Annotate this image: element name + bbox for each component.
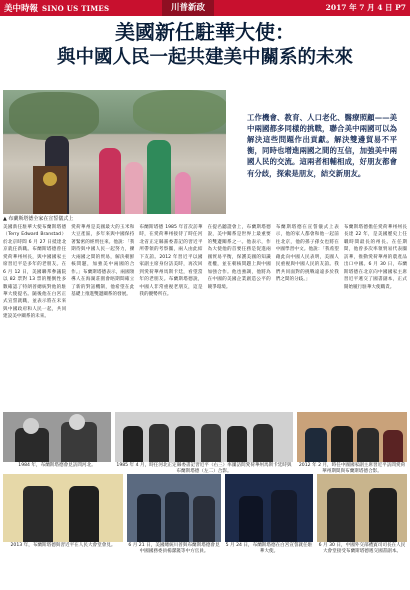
article-column: 布蘭斯塔德 1985 年首次訪華時，在愛荷華州接待了時任河北省正定縣黨委書記的習近平所帶領的考察團，兩人由此結下友誼。2012 年習近平以國家副主席身份訪美時，再次回到愛荷華州馬斯卡廷，看望當年的老朋友。布蘭斯塔德說，中國人非常重視老朋友，這是我的優勢所在。 [139,225,203,297]
article-column: 在提名聽證會上，布蘭斯塔德說，美中關系是世界上最重要的雙邊關系之一。他表示，作為大使他的首要任務是促進兩國貿易平衡，保護美國的知識產權，並在朝核問題上與中國加強合作。他也強調，他將為在中國的美國企業創造公平的競爭環境。 [207,225,271,290]
article-column: 布蘭斯塔德擔任愛荷華州州長長達 22 年，是美國歷史上任職時間最長的州長。在任期間，他曾多次率領貿易代表團訪華，推動愛荷華州的農產品出口中國。6 月 30 日，布蘭斯塔德在北京向中國國家主席習近平遞交了國書副本，正式開始履行駐華大使職責。 [343,225,408,290]
headline [0,20,410,69]
photo-foliage [133,90,226,134]
photo-caption: 1984 年，布蘭斯塔德會見訪問河北。 [18,463,96,468]
photo-caption: 1985 年 4 月，時任河北正定縣委書記習近平（右三）率團訪問愛荷華州馬斯卡廷時與布蘭斯塔德（左二）合影。 [116,463,292,475]
photo-row-1 [3,412,407,462]
photo-person [149,424,169,462]
photo-person [239,496,263,542]
photo-person [175,172,191,214]
photo-head [23,418,39,434]
photo-person [165,492,189,542]
photo-credentials [317,474,407,542]
photo-person [327,488,355,542]
headline-line-1: 美國新任駐華大使： [115,20,295,44]
photo-person [357,428,379,462]
date-page: 2017 年 7 月 4 日 P7 [325,3,406,12]
article-column: 愛荷華州是美國最大的玉米和大豆產區，多年來與中國保持著緊密的經貿往來。他說：「我期待與中國人民一起努力，擴大兩國之間的貿易，解決朝鮮核問題，加強美中兩國的合作。」布蘭斯塔德表示，兩國領導人在海湖莊園會晤期間確立了新的對話機制，他希望在此基礎上推進雙邊關系的發展。 [71,225,135,297]
pull-quote: 工作機會、教育、人口老化、醫療照顧——美中兩國都多同樣的挑戰，聯合美中兩國可以為解決這些問題作出貢獻。解決雙邊貿易不平衡，同時也增進兩國之間的互信，加強美中兩國人民的交流。這兩者相輔相成，好朋友都會有分歧，探索是朋友，結交新朋友。 [247,113,397,178]
photo-1985 [115,412,293,462]
photo-person [193,496,215,542]
photo-caption: 2013 年，布蘭斯塔德與習近平在人民大會堂會見。 [10,543,116,548]
paper-name [0,2,109,14]
photo-white-house-meeting [127,474,221,542]
article-column: 美國新任駐華大使布蘭斯塔德（Terry Edward Branstad）於北京時間 6 月 27 日抵達北京就任新職。布蘭斯塔德曾任愛荷華州州長，與中國國家主席習近平是多年的老朋友。在 6 月 12 日，美國聯邦參議院以 82 票對 13 票的壓倒性多數確認了特朗普總統對他的駐華大使提名。隨後他在白宮正式宣誓就職，並表示將在未來與中國政府和人民一起，共同建設美中關系的未來。 [3,225,67,320]
photo-foliage [9,92,99,140]
photo-caption: 2012 年 2 月，時任中國國家副主席習近平訪問愛荷華州期間與布蘭斯塔德合影。 [298,463,406,475]
photo-2012 [297,412,407,462]
photo-person [123,426,143,462]
photo-person [305,428,327,462]
photo-person [137,494,161,542]
photo-seal [43,172,57,186]
photo-person [147,140,171,214]
photo-person [253,424,273,462]
article-body [3,224,407,410]
lead-photo-caption: ▲ 布蘭斯塔德全家在宣誓儀式上 [3,216,74,222]
photo-person [331,426,353,462]
article-column: 布蘭斯塔德在宣誓儀式上表示，他的家人都會和他一起前往北京，他的孫子孫女也將在中國學習中文。他說：「我希望藉此向中國人民表明，美國人民重視與中國人民的友誼。我們共同面對的挑戰遠遠多於我們之間的分歧。」 [275,225,339,283]
photo-person [69,486,99,542]
photo-1984 [3,412,111,462]
paper-name-zh: 美中時報 [4,4,39,14]
section-label: 川普新政 [162,0,214,16]
photo-person [23,486,53,542]
photo-person [227,426,247,462]
photo-person [125,162,143,214]
photo-person [99,148,121,214]
masthead-bar [0,0,410,16]
photo-caption: 6 月 30 日，中國外交部禮賓司司長在人民大會堂接受布蘭斯塔德遞交國書副本。 [318,543,406,555]
lead-photo [3,90,226,214]
photo-caption: 5 月 24 日，布蘭斯塔德在白宮宣誓就任駐華大使。 [225,543,313,555]
paper-name-en: SINO US TIMES [42,4,110,13]
photo-2013 [3,474,123,542]
photo-person [271,490,297,542]
photo-person [369,488,397,542]
photo-row-2 [3,474,407,542]
photo-caption: 6 月 21 日，美國總統川普與布蘭斯塔德會見中國國務委員楊潔篪等中方官員。 [128,543,220,555]
headline-line-2: 與中國人民一起共建美中關系的未來 [56,47,353,68]
photo-person [175,426,195,462]
caption-row-2 [3,543,407,555]
photo-person [383,430,403,462]
photo-swearing-in [225,474,313,542]
photo-head [69,414,85,430]
photo-person [201,424,221,462]
